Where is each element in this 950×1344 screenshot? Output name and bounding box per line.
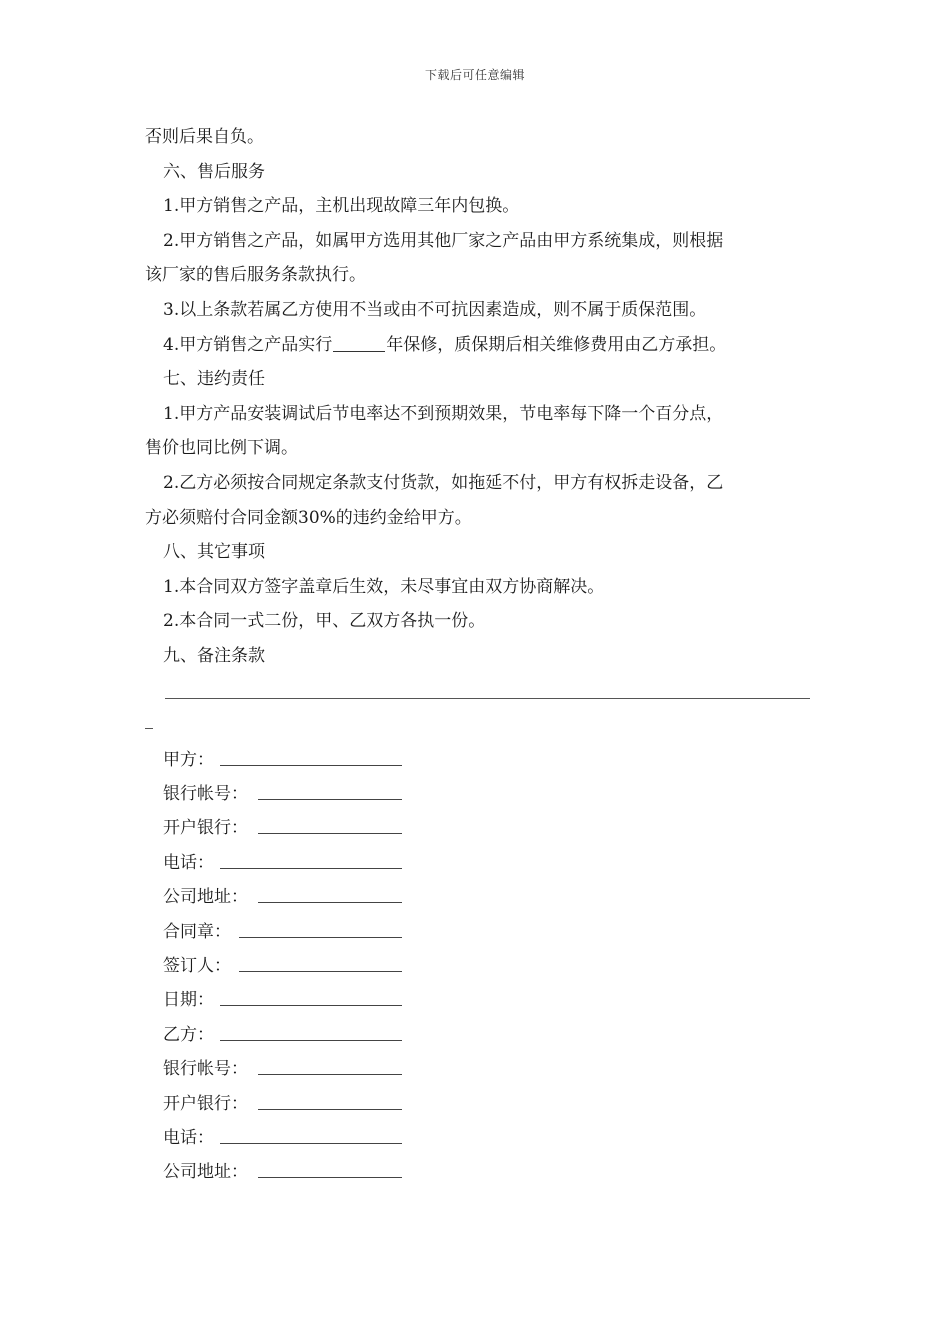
- signature-label: 银行帐号：: [163, 784, 248, 805]
- signature-label: 甲方：: [163, 749, 214, 770]
- clause-line: 1.甲方产品安装调试后节电率达不到预期效果，节电率每下降一个百分点，: [163, 403, 724, 424]
- signature-label: 公司地址：: [163, 1162, 248, 1183]
- signature-field-a-phone[interactable]: [145, 846, 810, 880]
- signature-label: 银行帐号：: [163, 1059, 248, 1080]
- clause-line: 1.甲方销售之产品，主机出现故障三年内包换。: [163, 196, 520, 217]
- signature-label: 开户银行：: [163, 1093, 248, 1114]
- signature-field-a-seal[interactable]: [145, 915, 810, 949]
- signature-label: 电话：: [163, 852, 214, 873]
- signature-field-party-a[interactable]: [145, 743, 810, 777]
- signature-blank[interactable]: [220, 868, 402, 869]
- signature-field-b-address[interactable]: [145, 1155, 810, 1189]
- signature-label: 开户银行：: [163, 818, 248, 839]
- clause-line: 售价也同比例下调。: [145, 438, 298, 459]
- signature-field-b-bank[interactable]: [145, 1087, 810, 1121]
- signature-field-a-signatory[interactable]: [145, 949, 810, 983]
- clause-line: 3.以上条款若属乙方使用不当或由不可抗因素造成，则不属于质保范围。: [163, 299, 707, 320]
- remarks-underline: [165, 698, 810, 699]
- signature-field-a-address[interactable]: [145, 880, 810, 914]
- clause-line: 2.本合同一式二份，甲、乙双方各执一份。: [163, 611, 486, 632]
- signature-blank[interactable]: [258, 1177, 402, 1178]
- signature-blank[interactable]: [220, 1005, 402, 1006]
- section-heading-after-sales: 六、售后服务: [163, 161, 265, 182]
- signature-blank[interactable]: [258, 1109, 402, 1110]
- signature-field-party-b[interactable]: [145, 1018, 810, 1052]
- warranty-clause-end: 年保修，质保期后相关维修费用由乙方承担。: [386, 334, 727, 355]
- signature-blank[interactable]: [220, 765, 402, 766]
- signature-field-b-bank-account[interactable]: [145, 1052, 810, 1086]
- signature-label: 签订人：: [163, 956, 231, 977]
- signature-blank[interactable]: [258, 1074, 402, 1075]
- warranty-clause: [145, 328, 810, 363]
- signature-label: 日期：: [163, 990, 214, 1011]
- signature-label: 合同章：: [163, 921, 231, 942]
- signature-blank[interactable]: [258, 833, 402, 834]
- signature-blank[interactable]: [220, 1040, 402, 1041]
- contract-body: [145, 120, 810, 1190]
- warranty-years-blank[interactable]: [333, 335, 385, 352]
- signature-field-b-phone[interactable]: [145, 1121, 810, 1155]
- signature-label: 乙方：: [163, 1024, 214, 1045]
- clause-line: 该厂家的售后服务条款执行。: [145, 265, 366, 286]
- signature-label: 公司地址：: [163, 887, 248, 908]
- clause-line: 1.本合同双方签字盖章后生效，未尽事宜由双方协商解决。: [163, 576, 605, 597]
- clause-line: 2.乙方必须按合同规定条款支付货款，如拖延不付，甲方有权拆走设备，乙: [163, 472, 724, 493]
- signature-field-a-bank[interactable]: [145, 811, 810, 845]
- signature-label: 电话：: [163, 1127, 214, 1148]
- signature-field-a-bank-account[interactable]: [145, 777, 810, 811]
- signature-blank[interactable]: [258, 799, 402, 800]
- remarks-blank-continuation: [145, 708, 810, 743]
- signature-blank[interactable]: [239, 937, 402, 938]
- signature-blank[interactable]: [258, 902, 402, 903]
- clause-line: 方必须赔付合同金额30%的违约金给甲方。: [145, 507, 472, 528]
- signature-blank[interactable]: [239, 971, 402, 972]
- section-heading-other: 八、其它事项: [163, 542, 265, 563]
- paragraph-line: 否则后果自负。: [145, 127, 264, 147]
- remarks-blank-line[interactable]: [145, 674, 810, 709]
- warranty-clause-start: 4.甲方销售之产品实行: [163, 334, 333, 355]
- remarks-underline-stub: [145, 728, 153, 729]
- section-heading-liability: 七、违约责任: [163, 369, 265, 390]
- signature-field-a-date[interactable]: [145, 983, 810, 1017]
- section-heading-remarks: 九、备注条款: [163, 645, 265, 666]
- page-header: 下载后可任意编辑: [424, 68, 525, 82]
- clause-line: 2.甲方销售之产品，如属甲方选用其他厂家之产品由甲方系统集成，则根据: [163, 230, 724, 251]
- signature-blank[interactable]: [220, 1143, 402, 1144]
